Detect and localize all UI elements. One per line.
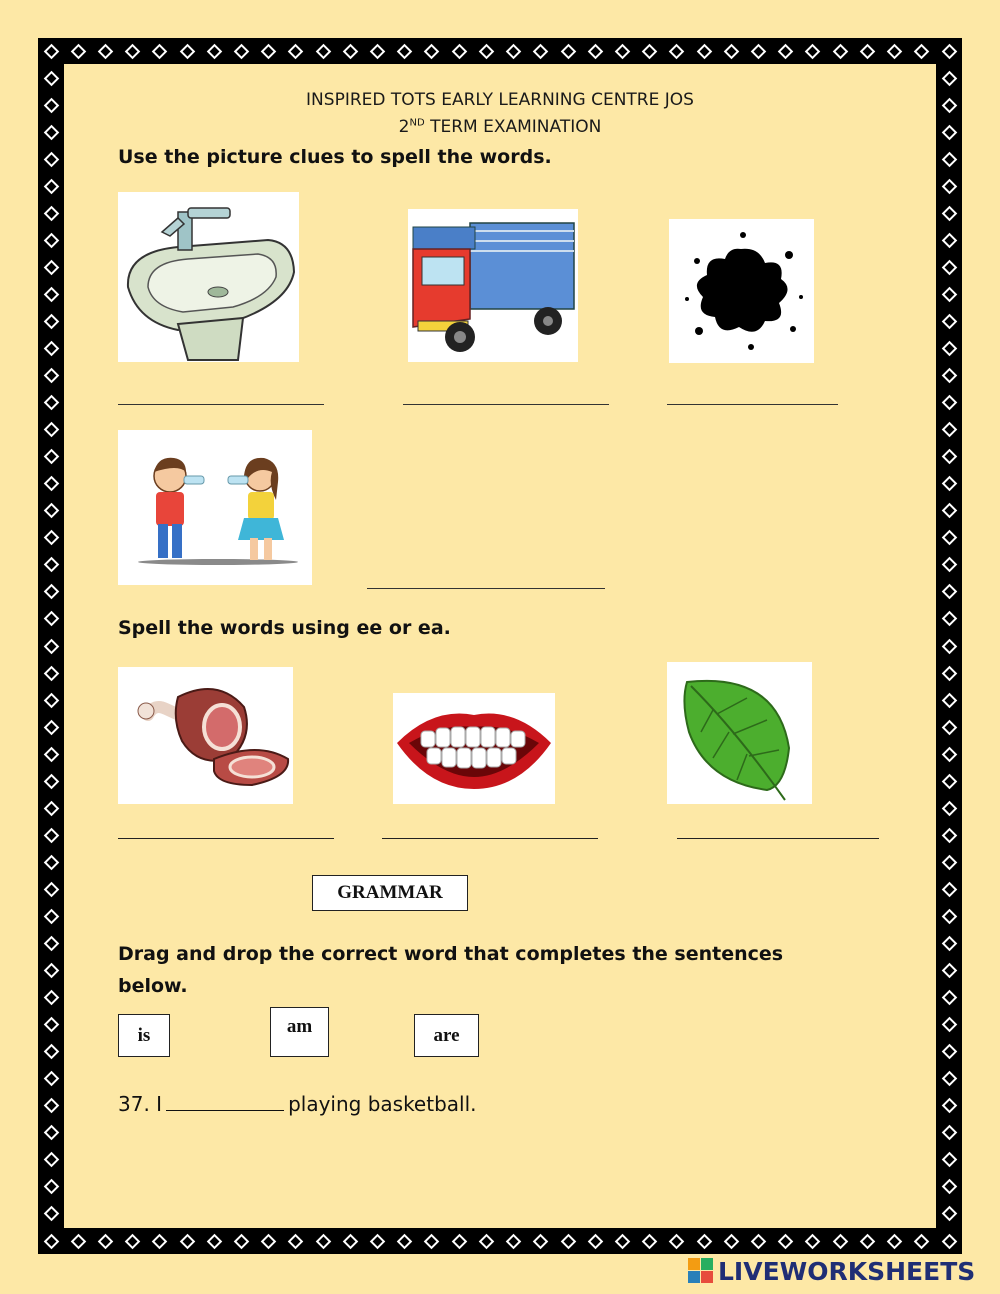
answer-line-6[interactable]	[382, 838, 598, 839]
instruction-ee-ea: Spell the words using ee or ea.	[118, 617, 451, 639]
logo-block-4	[701, 1271, 713, 1283]
instruction-drag-drop: Drag and drop the correct word that completes the sentences below.	[118, 943, 784, 997]
leaf-picture	[667, 662, 812, 804]
answer-line-3[interactable]	[667, 404, 838, 405]
truck-picture	[408, 209, 578, 362]
word-tile-are[interactable]: are	[414, 1014, 479, 1057]
answer-line-7[interactable]	[677, 838, 879, 839]
teeth-picture	[393, 693, 555, 804]
ink-picture	[669, 219, 814, 363]
school-title: INSPIRED TOTS EARLY LEARNING CENTRE JOS	[306, 90, 694, 110]
grammar-heading: GRAMMAR	[312, 875, 468, 911]
meat-picture	[118, 667, 293, 804]
liveworksheets-blocks-icon	[688, 1258, 714, 1284]
exam-title: 2ND TERM EXAMINATION	[398, 117, 602, 137]
brand-name: LIVEWORKSHEETS	[718, 1256, 976, 1286]
liveworksheets-logo	[688, 1254, 993, 1288]
answer-line-4[interactable]	[367, 588, 605, 589]
answer-line-2[interactable]	[403, 404, 609, 405]
word-tile-is[interactable]: is	[118, 1014, 170, 1057]
answer-line-5[interactable]	[118, 838, 334, 839]
logo-block-1	[688, 1258, 700, 1270]
drop-blank-37[interactable]	[166, 1092, 284, 1111]
logo-block-2	[701, 1258, 713, 1270]
sentence-37: 37. I playing basketball.	[118, 1092, 477, 1116]
instruction-picture-clues: Use the picture clues to spell the words.	[118, 146, 552, 168]
drink-picture	[118, 430, 312, 585]
sink-picture	[118, 192, 299, 362]
logo-block-3	[688, 1271, 700, 1283]
word-tile-am[interactable]: am	[270, 1007, 329, 1057]
answer-line-1[interactable]	[118, 404, 324, 405]
